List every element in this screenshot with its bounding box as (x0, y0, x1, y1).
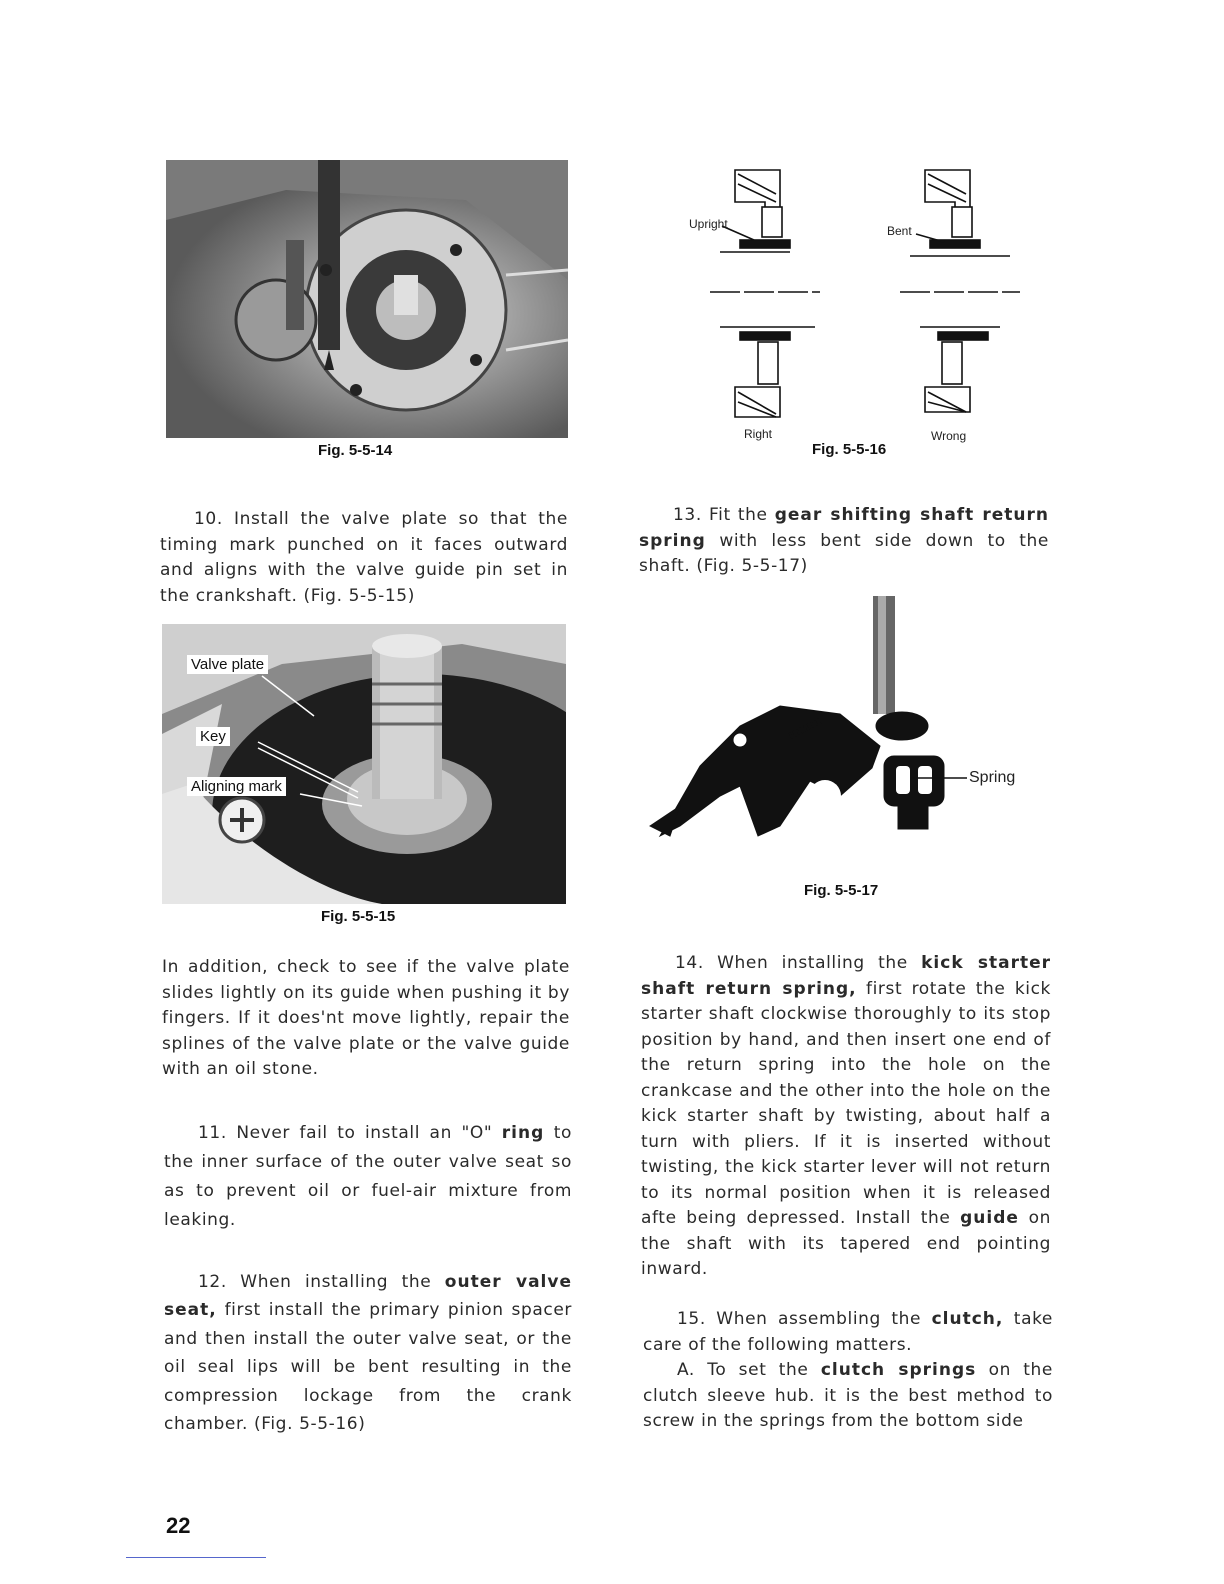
step-10: 10. Install the valve plate so that the timing mark punched on it faces outward and aligns with the valve guide pin set in the crankshaft. (Fig. 5-5-15) (160, 509, 568, 606)
fig-5-5-17-caption: Fig. 5-5-17 (804, 882, 879, 899)
fig-5-5-14-photo (166, 160, 568, 438)
fig-5-5-14-caption: Fig. 5-5-14 (318, 442, 393, 459)
clutch-springs-term: clutch springs (820, 1360, 977, 1380)
right-label: Right (744, 427, 773, 441)
gear-shift-spring-term: gear shifting shaft return spring (639, 505, 1050, 551)
page-underline (126, 1557, 266, 1558)
step-13-text: 13. Fit the gear shifting shaft return spring with less bent side down to the shaft. (Fig. 5-5-17) (639, 505, 1050, 576)
step-15-text: 15. When assembling the clutch, take care of the following matters. (643, 1309, 1053, 1355)
fig-5-5-16-caption: Fig. 5-5-16 (812, 441, 887, 458)
clutch-term: clutch, (931, 1309, 1004, 1329)
outer-valve-seat-term: outer valve seat, (164, 1272, 572, 1321)
fig-5-5-17-illustration (640, 596, 1040, 876)
fig-5-5-15-caption: Fig. 5-5-15 (321, 908, 396, 925)
aligning-mark-label: Aligning mark (187, 777, 286, 796)
shift-spring-image (640, 596, 1040, 876)
step-a-text: A. To set the clutch springs on the clutch sleeve hub. it is the best method to screw in the springs from the bottom side (643, 1360, 1053, 1431)
ring-term: ring (501, 1123, 545, 1143)
addition-text (162, 955, 570, 1083)
step-12-text: 12. When installing the outer valve seat, first install the primary pinion spacer and then install the outer valve seat, or the oil seal lips will be bent resulting in the compression lockage from the crank chamber. (Fig. 5-5-16) (164, 1272, 572, 1435)
page-number: 22 (166, 1513, 191, 1538)
spring-label: Spring (969, 769, 1016, 786)
step-14-text: 14. When installing the kick starter shaft return spring, first rotate the kick starter shaft clockwise thoroughly to its stop position by hand, and then insert one end of the return spring into the hole on the crankcase and the other into the hole on the kick starter shaft by twisting, about half a turn with pliers. If it is inserted without twisting, the kick starter lever will not return to its normal position when it is released afte being depressed. Install the guide on the shaft with its tapered end pointing inward. (641, 953, 1051, 1279)
guide-term: guide (960, 1208, 1019, 1228)
wrong-label: Wrong (931, 429, 967, 443)
step-10-text (160, 507, 568, 609)
addition: In addition, check to see if the valve plate slides lightly on its guide when pushing it by fingers. If it does'nt move lightly, repair the splines of the valve plate or the valve guide with an oil stone. (162, 957, 570, 1079)
valve-plate-label: Valve plate (187, 655, 268, 674)
kick-starter-spring-term: kick starter shaft return spring, (641, 953, 1051, 999)
oil-seal-diagram (680, 162, 1040, 462)
step-11-text: 11. Never fail to install an "O" ring to the inner surface of the outer valve seat so as to prevent oil or fuel-air mixture from leaking. (164, 1123, 572, 1230)
upright-label: Upright (689, 217, 728, 231)
engine-crankcase-image (166, 160, 568, 438)
bent-label: Bent (887, 224, 912, 238)
fig-5-5-16-diagram (680, 162, 1040, 462)
key-label: Key (196, 727, 230, 746)
